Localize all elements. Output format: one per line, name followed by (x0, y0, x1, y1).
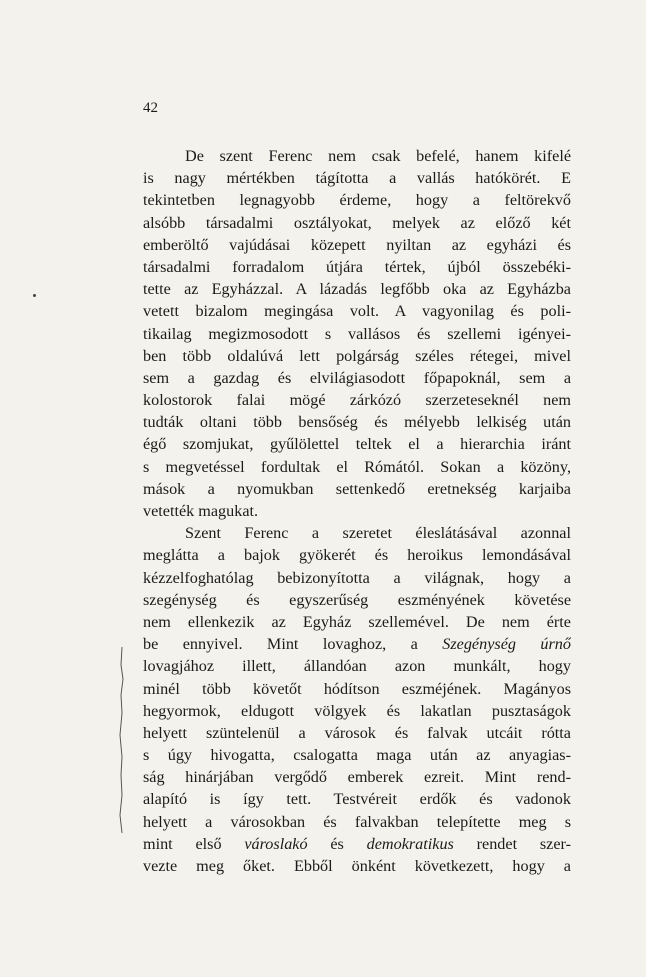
text-line: ság hinárjában vergődő emberek ezreit. Mint rend- (143, 768, 571, 787)
text-run: be ennyivel. Mint lovaghoz, a (143, 635, 443, 654)
page-number: 42 (143, 100, 158, 116)
margin-speck (33, 294, 36, 297)
text-line: kolostorok falai mögé zárkózó szerzeteseknél nem (143, 391, 571, 410)
text-line: vetett bizalom megingása volt. A vagyonilag és poli- (143, 302, 571, 321)
text-run: mint első (143, 834, 245, 853)
text-line: vezte meg őket. Ebből önként következett, hogy a (143, 857, 571, 875)
text-run: rendet szer- (453, 834, 571, 853)
body-text (143, 145, 571, 877)
text-line: hegyormok, eldugott völgyek és lakatlan pusztaságok (143, 701, 571, 720)
text-line: minél több követőt hódítson eszméjének. Magányos (143, 679, 571, 698)
text-line: társadalmi forradalom útjára tértek, újból összebéki- (143, 257, 571, 276)
text-line (143, 833, 571, 855)
text-line: De szent Ferenc nem csak befelé, hanem kifelé (185, 147, 571, 165)
text-line: helyett szüntelenül a városok és falvak utcáit rótta (143, 723, 571, 742)
text-line (143, 633, 571, 655)
italic-phrase: városlakó (244, 834, 308, 853)
text-line: kézzelfoghatólag bebizonyította a világnak, hogy a (143, 568, 571, 587)
text-line: tette az Egyházzal. A lázadás legfőbb oka az Egyházba (143, 280, 571, 299)
text-line: helyett a városokban és falvakban telepítette meg s (143, 812, 571, 831)
paragraph-2 (143, 522, 571, 877)
text-line: is nagy mértékben tágította a vallás hatókörét. E (143, 169, 571, 188)
text-line: meglátta a bajok gyökerét és heroikus lemondásával (143, 546, 571, 565)
italic-phrase: demokratikus (366, 834, 454, 853)
text-line: tikailag megizmosodott s vallásos és szellemi igényei- (143, 324, 571, 343)
text-line: ben több oldalúvá lett polgárság széles rétegei, mivel (143, 346, 571, 365)
text-line: vetették magukat. (143, 502, 259, 520)
text-line: s úgy hivogatta, csalogatta maga után az anyagias- (143, 746, 571, 765)
text-line: szegénység és egyszerűség eszményének követése (143, 590, 571, 609)
text-line: égő szomjukat, gyűlölettel teltek el a hierarchia iránt (143, 435, 571, 454)
text-line: tudták oltani több bensőség és mélyebb lelkiség után (143, 413, 571, 432)
text-line: nem ellenkezik az Egyház szellemével. De nem érte (143, 612, 571, 631)
text-line: tekintetben legnagyobb érdeme, hogy a feltörekvő (143, 191, 571, 210)
italic-phrase: Szegénység úrnő (442, 635, 571, 654)
text-line: Szent Ferenc a szeretet éleslátásával azonnal (185, 524, 571, 543)
text-line: emberöltő vajúdásai közepett nyiltan az egyházi és (143, 235, 571, 254)
text-line: lovagjához illett, állandóan azon munkált, hogy (143, 657, 571, 676)
text-line: s megvetéssel fordultak el Rómától. Sokan a közöny, (143, 457, 571, 476)
text-line: alapító is így tett. Testvéreit erdők és vadonok (143, 790, 571, 809)
text-run: és (307, 834, 367, 853)
text-line: mások a nyomukban settenkedő eretnekség karjaiba (143, 479, 571, 498)
text-line: sem a gazdag és elvilágiasodott főpapoknál, sem a (143, 368, 571, 387)
margin-pencil-mark (116, 645, 126, 835)
paragraph-1 (143, 145, 571, 522)
text-line: alsóbb társadalmi osztályokat, melyek az előző két (143, 213, 571, 232)
